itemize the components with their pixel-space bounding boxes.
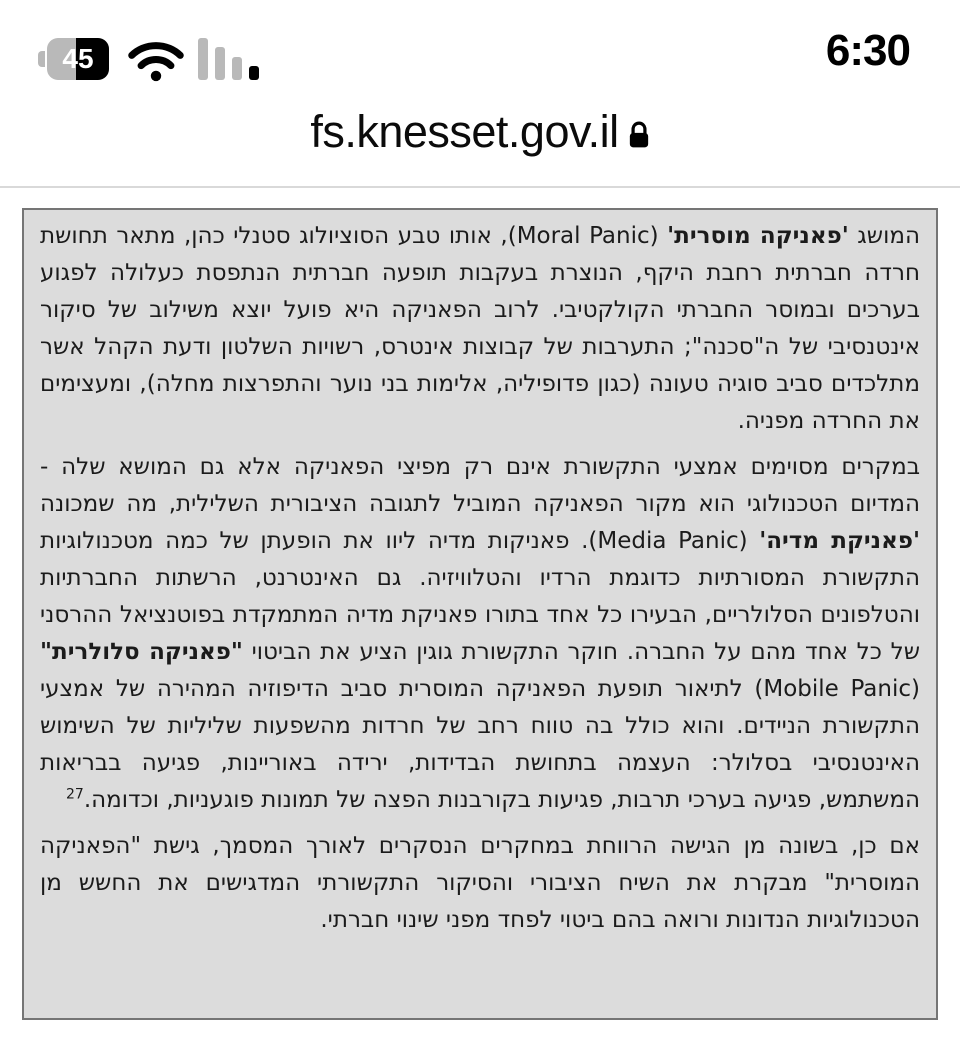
text-run: (Mobile Panic) לתיאור תופעת הפאניקה המוסרית סביב הדיפוזיה המהירה של אמצעי התקשורת הניידים. והוא כולל בה טווח רחב של חרדות מהשפעות שליליות של השימוש האינטנסיבי בסלולר: העצמה בתחושת הבדידות, ירידה באוריינות, פגיעה בבריאות המשתמש, פגיעה בערכי תרבות, פגיעות בקורבנות הפצה של תמונות פוגעניות, וכדומה. bbox=[40, 676, 920, 813]
text-run: המושג bbox=[848, 223, 920, 249]
emphasized-term: "פאניקה סלולרית" bbox=[40, 639, 243, 665]
text-run: במקרים מסוימים אמצעי התקשורת אינם רק מפיצי הפאניקה אלא גם המושא שלה - המדיום הטכנולוגי הוא מקור הפאניקה המוביל לתגובה הציבורית השלילית, מה שמכונה bbox=[40, 454, 920, 517]
battery-cap bbox=[38, 51, 45, 67]
emphasized-term: 'פאניקת מדיה' bbox=[759, 528, 920, 554]
lock-icon bbox=[628, 121, 650, 149]
text-run: (Moral Panic), אותו טבע הסוציולוג סטנלי כהן, מתאר תחושת חרדה חברתית רחבת היקף, הנוצרת בעקבות תופעה חברתית הנתפסת כעלולה לפגוע בערכים ובמוסר החברתי הקולקטיבי. לרוב הפאניקה היא פועל יוצא משילוב של סיקור אינטנסיבי של ה"סכנה"; התערבות של קבוצות אינטרס, רשויות השלטון ודעת הקהל אשר מתלכדים סביב סוגיה טעונה (כגון פדופיליה, אלימות בני נוער והתפרצות מחלה), ומעצימים את החרדה מפניה. bbox=[40, 223, 920, 434]
wifi-icon bbox=[128, 40, 184, 82]
paragraph bbox=[40, 449, 920, 819]
cellular-signal-icon bbox=[198, 38, 260, 80]
footnote-ref: 27 bbox=[65, 786, 84, 803]
clock: 6:30 bbox=[825, 26, 910, 75]
page-separator bbox=[0, 186, 960, 188]
emphasized-term: 'פאניקה מוסרית' bbox=[667, 223, 849, 249]
battery-level-text: 45 bbox=[62, 43, 94, 74]
document-text bbox=[40, 218, 920, 939]
text-run: אם כן, בשונה מן הגישה הרווחת במחקרים הנסקרים לאורך המסמך, גישת "הפאניקה המוסרית" מבקרת את השיח הציבורי והסיקור התקשורתי המדגישים את החשש מן הטכנולוגיות הנדונות ורואה בהם ביטוי לפחד מפני שינוי חברתי. bbox=[40, 833, 920, 933]
address-bar[interactable] bbox=[0, 92, 960, 172]
status-bar bbox=[0, 0, 960, 96]
paragraph bbox=[40, 828, 920, 939]
document-panel bbox=[22, 208, 938, 1020]
text-run: (Media Panic). פאניקות מדיה ליוו את הופעתן של כמה מטכנולוגיות התקשורת המסורתיות כדוגמת הרדיו והטלוויזיה. גם האינטרנט, הרשתות החברתיות והטלפונים הסלולריים, הבעירו כל אחד בתורו פאניקת מדיה המתמקדת בפוטנציאל ההרסני של כל אחד מהם על החברה. חוקר התקשורת גוגין הציע את הביטוי bbox=[40, 528, 920, 665]
battery-icon bbox=[38, 38, 109, 80]
paragraph bbox=[40, 218, 920, 440]
url-text[interactable]: fs.knesset.gov.il bbox=[310, 106, 619, 157]
